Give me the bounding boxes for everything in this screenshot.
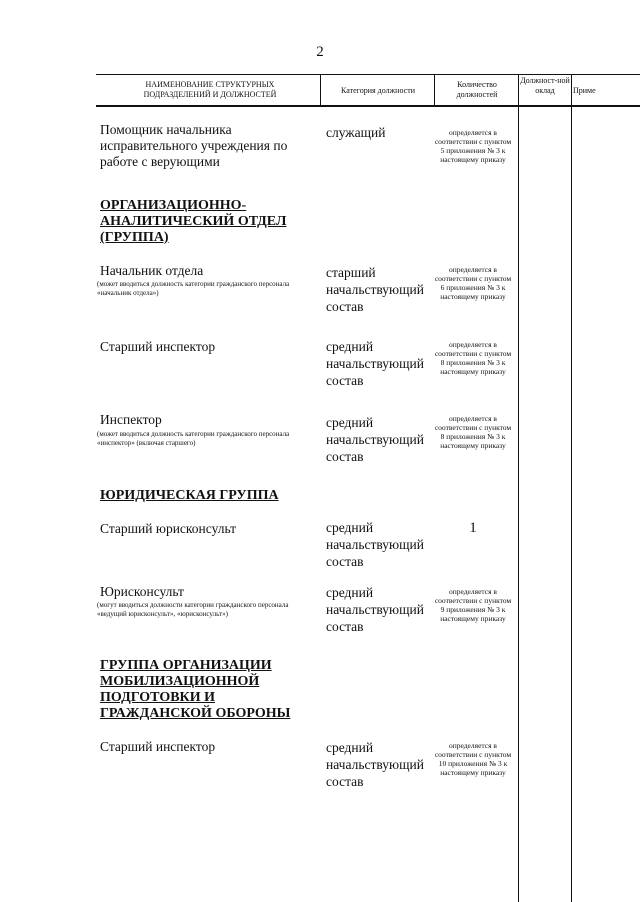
row-note: (может вводиться должность категории гражданского персонала «начальник отдела») — [97, 280, 290, 297]
row-title: Начальник отдела — [100, 263, 204, 278]
row-quantity: 1 — [469, 520, 477, 536]
row-category: старший начальствующий состав — [326, 265, 424, 314]
row-title: Инспектор — [100, 412, 162, 427]
section-heading: ЮРИДИЧЕСКАЯ ГРУППА — [100, 488, 279, 503]
section-heading: ГРУППА ОРГАНИЗАЦИИ МОБИЛИЗАЦИОННОЙ ПОДГОТОВКИ И ГРАЖДАНСКОЙ ОБОРОНЫ — [100, 658, 291, 721]
header-bottom-rule — [96, 105, 640, 107]
row-quantity: определяется в соответствии с пунктом 6 приложения № 3 к настоящему приказу — [434, 265, 512, 301]
row-quantity: определяется в соответствии с пунктом 9 приложения № 3 к настоящему приказу — [434, 587, 512, 623]
column-divider-1 — [320, 74, 321, 106]
row-quantity: определяется в соответствии с пунктом 10 приложения № 3 к настоящему приказу — [434, 741, 512, 777]
row-note: (может вводиться должность категории гражданского персонала «инспектор» (включая старшего) — [97, 430, 290, 447]
column-divider-3 — [518, 74, 519, 902]
header-col-name: НАИМЕНОВАНИЕ СТРУКТУРНЫХ ПОДРАЗДЕЛЕНИЙ И ДОЛЖНОСТЕЙ — [143, 80, 277, 99]
section-heading: ОРГАНИЗАЦИОННО-АНАЛИТИЧЕСКИЙ ОТДЕЛ (ГРУППА) — [100, 198, 287, 245]
row-title: Юрисконсульт — [100, 584, 184, 599]
header-col-notes: Приме — [573, 86, 596, 95]
row-note: (могут вводиться должности категории гражданского персонала «ведущий юрисконсульт», «юрисконсульт») — [97, 601, 289, 618]
header-top-rule — [96, 74, 640, 75]
row-title: Старший инспектор — [100, 339, 216, 354]
row-title: Старший инспектор — [100, 739, 216, 754]
page-number: 2 — [316, 44, 324, 60]
row-title: Старший юрисконсульт — [100, 521, 237, 536]
column-divider-2 — [434, 74, 435, 106]
row-quantity: определяется в соответствии с пунктом 8 приложения № 3 к настоящему приказу — [434, 414, 512, 450]
column-divider-4 — [571, 74, 572, 902]
row-quantity: определяется в соответствии с пунктом 5 приложения № 3 к настоящему приказу — [434, 128, 512, 164]
row-quantity: определяется в соответствии с пунктом 8 приложения № 3 к настоящему приказу — [434, 340, 512, 376]
row-category: средний начальствующий состав — [326, 339, 424, 388]
row-category: средний начальствующий состав — [326, 520, 424, 569]
row-category: служащий — [326, 125, 386, 140]
header-col-salary: Должност-ной оклад — [520, 76, 570, 95]
row-category: средний начальствующий состав — [326, 585, 424, 634]
header-col-category: Категория должности — [341, 86, 415, 95]
header-col-quantity: Количество должностей — [456, 80, 498, 99]
row-category: средний начальствующий состав — [326, 415, 424, 464]
row-category: средний начальствующий состав — [326, 740, 424, 789]
row-title: Помощник начальника исправительного учреждения по работе с верующими — [100, 122, 288, 169]
